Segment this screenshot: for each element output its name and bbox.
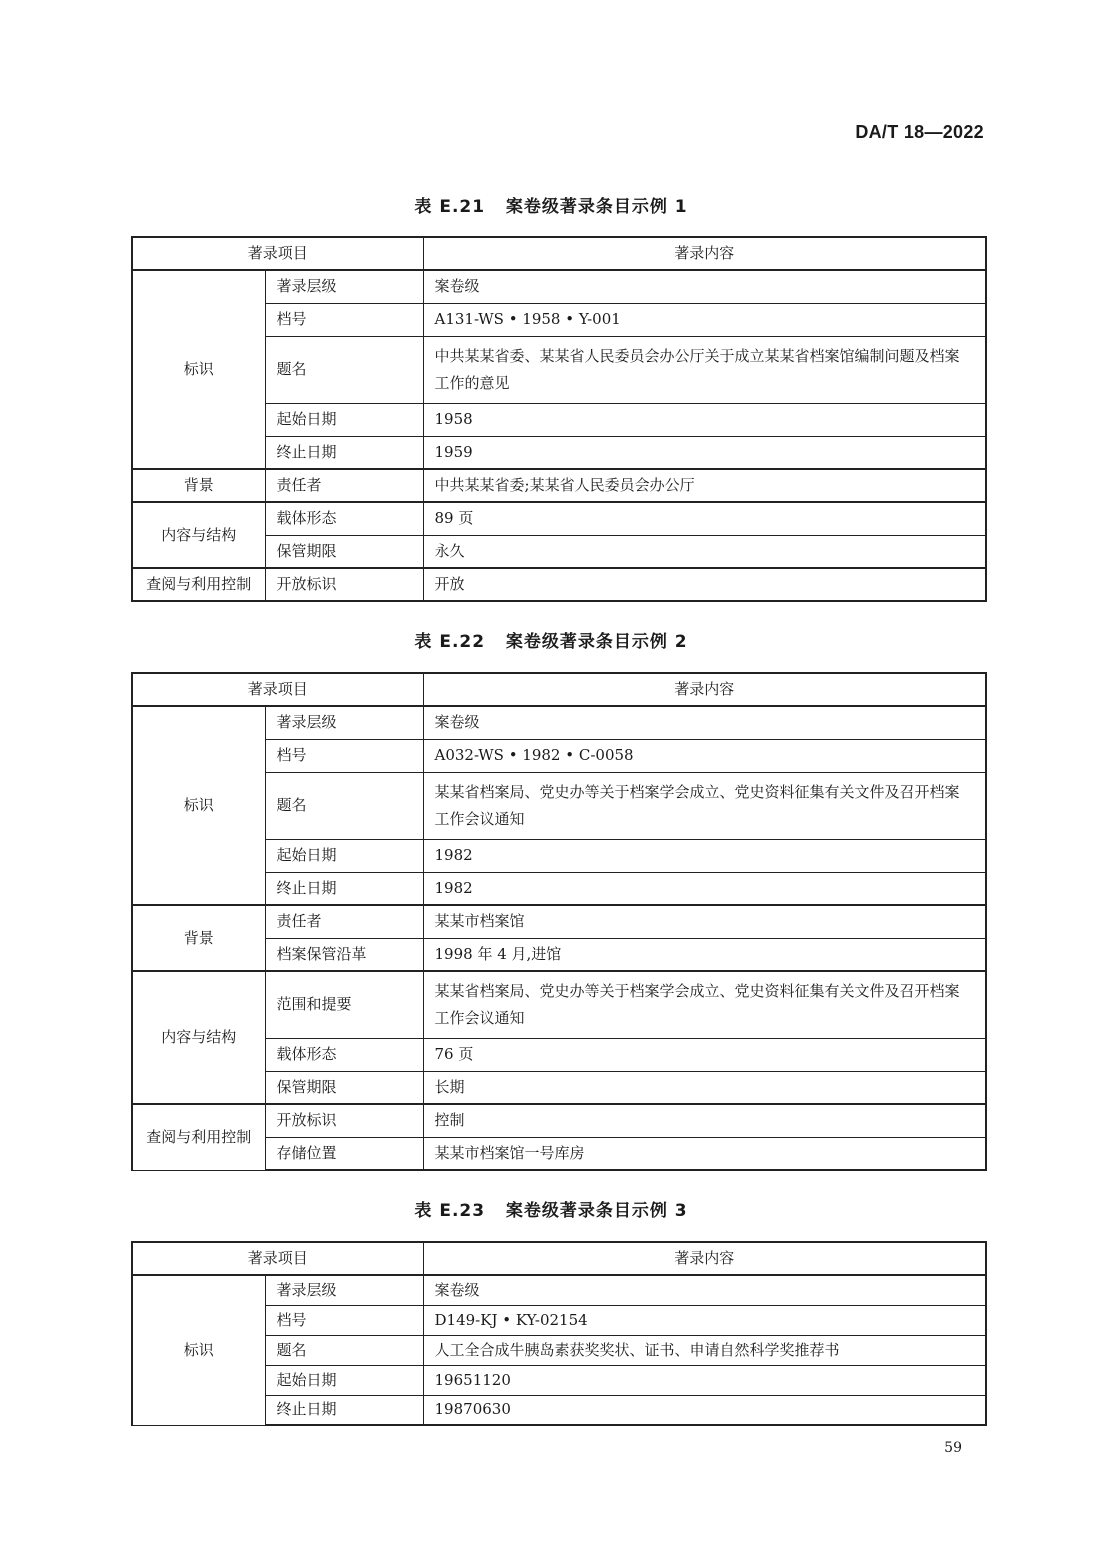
table-row [132,1104,986,1137]
group-label: 查阅与利用控制 [132,568,265,601]
field-value: 1959 [423,436,986,469]
field-label: 保管期限 [265,535,423,568]
field-label: 著录层级 [265,270,423,303]
page-number: 59 [944,1440,962,1456]
table-row [132,1275,986,1305]
header-cell-content: 著录内容 [423,237,986,270]
group-label: 标识 [132,270,265,469]
field-label: 档号 [265,1305,423,1335]
field-label: 题名 [265,336,423,403]
field-value: 开放 [423,568,986,601]
field-label: 著录层级 [265,706,423,739]
table-header-row [132,673,986,706]
table-title: 表 E.22 案卷级著录条目示例 2 [414,632,688,652]
field-value: 1982 [423,872,986,905]
group-label: 内容与结构 [132,502,265,568]
field-value: 长期 [423,1071,986,1104]
field-value: 1982 [423,839,986,872]
field-label: 题名 [265,1335,423,1365]
table-header-row [132,1242,986,1275]
field-value: 76 页 [423,1038,986,1071]
table-title: 表 E.23 案卷级著录条目示例 3 [414,1201,688,1221]
header-cell-item: 著录项目 [132,237,423,270]
table-row [132,502,986,535]
catalog-table [131,236,987,602]
header-cell-item: 著录项目 [132,673,423,706]
field-label: 终止日期 [265,1395,423,1425]
field-label: 起始日期 [265,839,423,872]
catalog-table [131,672,987,1171]
field-value: 1958 [423,403,986,436]
table-row [132,706,986,739]
field-value: 永久 [423,535,986,568]
field-label: 范围和提要 [265,971,423,1038]
field-value: 案卷级 [423,1275,986,1305]
field-label: 开放标识 [265,568,423,601]
field-label: 终止日期 [265,872,423,905]
table-row [132,971,986,1038]
standard-code: DA/T 18—2022 [855,122,984,142]
group-label: 内容与结构 [132,971,265,1104]
table-header-row [132,237,986,270]
table-row [132,270,986,303]
field-label: 责任者 [265,905,423,938]
field-label: 开放标识 [265,1104,423,1137]
field-value: 中共某某省委、某某省人民委员会办公厅关于成立某某省档案馆编制问题及档案工作的意见 [423,336,986,403]
table-title: 表 E.21 案卷级著录条目示例 1 [414,197,688,217]
table-row [132,568,986,601]
field-value: 人工全合成牛胰岛素获奖奖状、证书、申请自然科学奖推荐书 [423,1335,986,1365]
field-value: 19651120 [423,1365,986,1395]
field-value: 某某市档案馆一号库房 [423,1137,986,1170]
field-label: 题名 [265,772,423,839]
field-value: D149-KJ • KY-02154 [423,1305,986,1335]
field-value: 某某省档案局、党史办等关于档案学会成立、党史资料征集有关文件及召开档案工作会议通知 [423,971,986,1038]
field-label: 起始日期 [265,1365,423,1395]
group-label: 背景 [132,469,265,502]
field-label: 档号 [265,303,423,336]
catalog-table [131,1241,987,1426]
header-cell-content: 著录内容 [423,673,986,706]
header-cell-content: 著录内容 [423,1242,986,1275]
table-row [132,469,986,502]
group-label: 标识 [132,706,265,905]
group-label: 背景 [132,905,265,971]
field-value: 19870630 [423,1395,986,1425]
field-value: 某某市档案馆 [423,905,986,938]
field-value: 案卷级 [423,706,986,739]
field-label: 著录层级 [265,1275,423,1305]
field-value: A032-WS • 1982 • C-0058 [423,739,986,772]
field-label: 责任者 [265,469,423,502]
group-label: 标识 [132,1275,265,1425]
group-label: 查阅与利用控制 [132,1104,265,1170]
header-cell-item: 著录项目 [132,1242,423,1275]
field-label: 存储位置 [265,1137,423,1170]
field-label: 档号 [265,739,423,772]
field-value: 案卷级 [423,270,986,303]
field-label: 终止日期 [265,436,423,469]
field-value: A131-WS • 1958 • Y-001 [423,303,986,336]
field-label: 档案保管沿革 [265,938,423,971]
field-value: 89 页 [423,502,986,535]
field-label: 起始日期 [265,403,423,436]
table-row [132,905,986,938]
field-label: 载体形态 [265,502,423,535]
field-value: 控制 [423,1104,986,1137]
field-value: 1998 年 4 月,进馆 [423,938,986,971]
field-value: 某某省档案局、党史办等关于档案学会成立、党史资料征集有关文件及召开档案工作会议通知 [423,772,986,839]
field-label: 载体形态 [265,1038,423,1071]
field-label: 保管期限 [265,1071,423,1104]
field-value: 中共某某省委;某某省人民委员会办公厅 [423,469,986,502]
